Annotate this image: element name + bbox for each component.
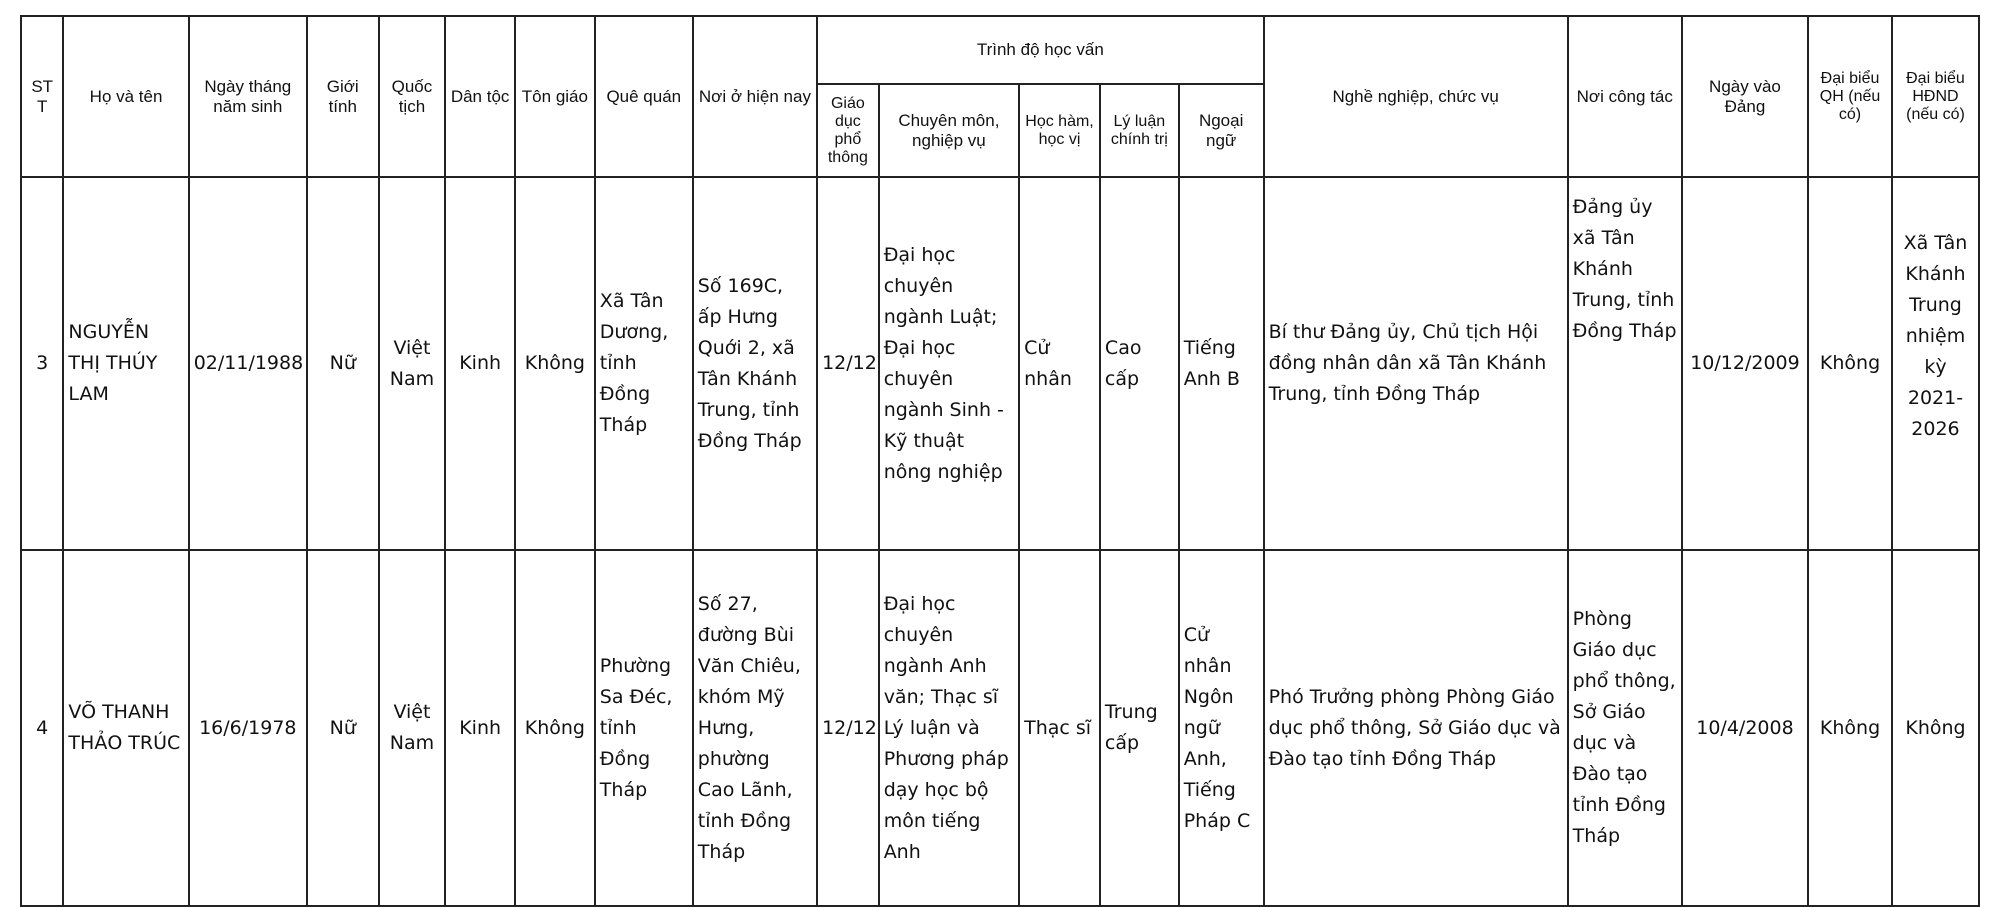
cell-noi-cong-tac: Phòng Giáo dục phổ thông, Sở Giáo dục và Đào tạo tỉnh Đồng Tháp — [1568, 550, 1682, 906]
header-ngay-vao-dang: Ngày vào Đảng — [1682, 16, 1808, 177]
header-row-1 — [21, 16, 1979, 84]
cell-que-quan: Xã Tân Dương, tỉnh Đồng Tháp — [595, 177, 693, 550]
cell-dai-bieu-qh: Không — [1808, 177, 1892, 550]
header-ngoai-ngu: Ngoại ngữ — [1179, 84, 1264, 177]
cell-noi-o: Số 169C, ấp Hưng Quới 2, xã Tân Khánh Trung, tỉnh Đồng Tháp — [693, 177, 817, 550]
cell-quoc-tich: Việt Nam — [379, 177, 446, 550]
cell-dai-bieu-hdnd: Không — [1892, 550, 1979, 906]
cell-dai-bieu-qh: Không — [1808, 550, 1892, 906]
header-quoc-tich: Quốc tịch — [379, 16, 446, 177]
candidate-table — [20, 15, 1980, 907]
cell-nghe-nghiep: Phó Trưởng phòng Phòng Giáo dục phổ thông, Sở Giáo dục và Đào tạo tỉnh Đồng Tháp — [1264, 550, 1568, 906]
cell-ton-giao: Không — [515, 177, 595, 550]
table-row — [21, 177, 1979, 550]
cell-hoc-ham: Thạc sĩ — [1019, 550, 1100, 906]
cell-stt: 4 — [21, 550, 63, 906]
cell-noi-cong-tac: Đảng ủy xã Tân Khánh Trung, tỉnh Đồng Tháp — [1568, 177, 1682, 550]
cell-dan-toc: Kinh — [445, 177, 515, 550]
cell-ly-luan: Trung cấp — [1100, 550, 1179, 906]
cell-ngay-sinh: 16/6/1978 — [189, 550, 307, 906]
table-row — [21, 550, 1979, 906]
cell-ngay-sinh: 02/11/1988 — [189, 177, 307, 550]
candidate-table-page — [20, 15, 1980, 907]
cell-ngay-vao-dang: 10/12/2009 — [1682, 177, 1808, 550]
cell-giao-duc: 12/12 — [817, 550, 879, 906]
cell-ton-giao: Không — [515, 550, 595, 906]
cell-ho-ten: NGUYỄN THỊ THÚY LAM — [63, 177, 188, 550]
header-stt: ST T — [21, 16, 63, 177]
cell-chuyen-mon: Đại học chuyên ngành Anh văn; Thạc sĩ Lý luận và Phương pháp dạy học bộ môn tiếng Anh — [879, 550, 1019, 906]
cell-chuyen-mon: Đại học chuyên ngành Luật; Đại học chuyên ngành Sinh - Kỹ thuật nông nghiệp — [879, 177, 1019, 550]
header-gioi-tinh: Giới tính — [307, 16, 379, 177]
header-giao-duc: Giáo dục phổ thông — [817, 84, 879, 177]
header-dai-bieu-qh: Đại biểu QH (nếu có) — [1808, 16, 1892, 177]
header-ton-giao: Tôn giáo — [515, 16, 595, 177]
cell-dan-toc: Kinh — [445, 550, 515, 906]
header-chuyen-mon: Chuyên môn, nghiệp vụ — [879, 84, 1019, 177]
cell-ly-luan: Cao cấp — [1100, 177, 1179, 550]
cell-quoc-tich: Việt Nam — [379, 550, 446, 906]
cell-ho-ten: VÕ THANH THẢO TRÚC — [63, 550, 188, 906]
cell-nghe-nghiep: Bí thư Đảng ủy, Chủ tịch Hội đồng nhân dân xã Tân Khánh Trung, tỉnh Đồng Tháp — [1264, 177, 1568, 550]
cell-giao-duc: 12/12 — [817, 177, 879, 550]
header-que-quan: Quê quán — [595, 16, 693, 177]
cell-stt: 3 — [21, 177, 63, 550]
header-ly-luan: Lý luận chính trị — [1100, 84, 1179, 177]
header-dai-bieu-hdnd: Đại biểu HĐND (nếu có) — [1892, 16, 1979, 177]
header-hoc-ham: Học hàm, học vị — [1019, 84, 1100, 177]
header-noi-o: Nơi ở hiện nay — [693, 16, 817, 177]
header-ngay-sinh: Ngày tháng năm sinh — [189, 16, 307, 177]
cell-noi-o: Số 27, đường Bùi Văn Chiêu, khóm Mỹ Hưng, phường Cao Lãnh, tỉnh Đồng Tháp — [693, 550, 817, 906]
cell-ngoai-ngu: Tiếng Anh B — [1179, 177, 1264, 550]
cell-ngay-vao-dang: 10/4/2008 — [1682, 550, 1808, 906]
header-ho-ten: Họ và tên — [63, 16, 188, 177]
cell-ngoai-ngu: Cử nhân Ngôn ngữ Anh, Tiếng Pháp C — [1179, 550, 1264, 906]
header-dan-toc: Dân tộc — [445, 16, 515, 177]
header-noi-cong-tac: Nơi công tác — [1568, 16, 1682, 177]
cell-gioi-tinh: Nữ — [307, 177, 379, 550]
header-trinh-do: Trình độ học vấn — [817, 16, 1264, 84]
cell-que-quan: Phường Sa Đéc, tỉnh Đồng Tháp — [595, 550, 693, 906]
cell-hoc-ham: Cử nhân — [1019, 177, 1100, 550]
cell-dai-bieu-hdnd: Xã Tân Khánh Trung nhiệm kỳ 2021-2026 — [1892, 177, 1979, 550]
header-nghe-nghiep: Nghề nghiệp, chức vụ — [1264, 16, 1568, 177]
cell-gioi-tinh: Nữ — [307, 550, 379, 906]
